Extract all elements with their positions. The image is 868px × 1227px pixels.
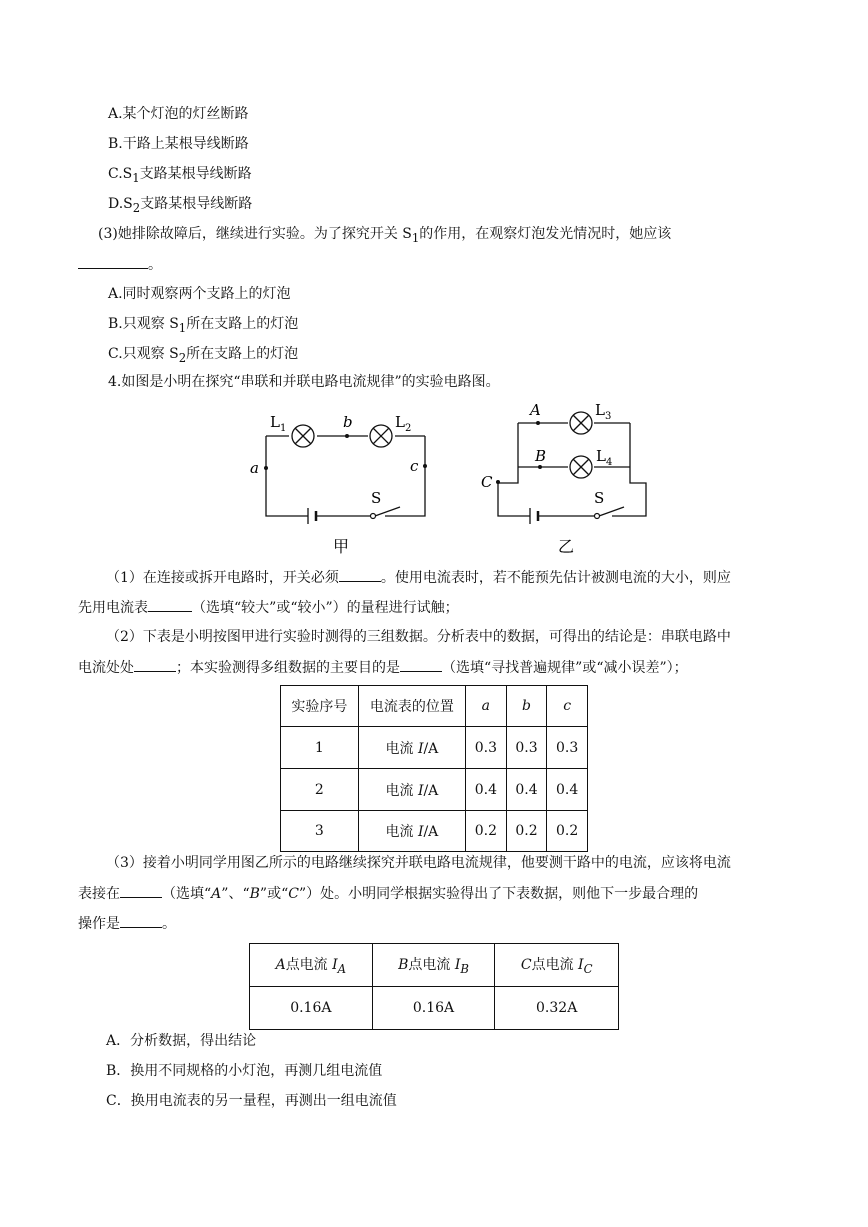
label-B: B (535, 447, 547, 465)
q4-part3-line2: 表接在 （选填“A”、“B”或“C”）处。小明同学根据实验得出了下表数据，则他下一步最合理的 (78, 883, 698, 904)
label-s-yi: S (594, 489, 605, 507)
q4-option-b: B．换用不同规格的小灯泡，再测几组电流值 (106, 1063, 383, 1079)
table-row (281, 811, 588, 852)
q4-option-c: C．换用电流表的另一量程，再测出一组电流值 (106, 1093, 397, 1109)
label-l1: $L_1$ (270, 413, 287, 434)
label-a: a (250, 459, 259, 477)
table-cell: 0.2 (547, 811, 588, 852)
table-cell: 1 (281, 727, 359, 769)
circuit-diagrams (240, 395, 660, 560)
table-cell: 0.16A (372, 987, 495, 1030)
table-cell: 0.4 (466, 769, 507, 811)
answer-option-c: C.只观察 $S_2$所在支路上的灯泡 (108, 346, 299, 365)
table-row (281, 769, 588, 811)
table-cell: 0.3 (547, 727, 588, 769)
table-header: 电流表的位置 (358, 686, 465, 727)
table-cell: 0.3 (466, 727, 507, 769)
table-header-row (281, 686, 588, 727)
table-cell: 电流 I/A (358, 769, 465, 811)
table-cell: 电流 I/A (358, 811, 465, 852)
table-header: b (506, 686, 547, 727)
table-cell: 电流 I/A (358, 727, 465, 769)
table-header: a (466, 686, 507, 727)
data-table-2 (249, 943, 619, 1030)
table-cell: 0.32A (495, 987, 619, 1030)
q4-part3-line3: 操作是 。 (78, 913, 176, 934)
table-row (281, 727, 588, 769)
table-header-row (250, 944, 619, 987)
option-d: $D.S_2$支路某根导线断路 (108, 196, 253, 215)
answer-blank[interactable] (400, 657, 442, 672)
table-cell: 0.2 (506, 811, 547, 852)
answer-option-b: B.只观察 $S_1$所在支路上的灯泡 (108, 316, 299, 335)
part-3-blank-line: 。 (78, 254, 162, 275)
table-header: 实验序号 (281, 686, 359, 727)
part-3-question: (3)她排除故障后，继续进行实验。为了探究开关 $S_1$的作用，在观察灯泡发光情况时，她应该 (98, 226, 672, 245)
answer-blank[interactable] (78, 254, 148, 269)
table-header: A点电流 $I_A$ (250, 944, 373, 987)
table-cell: 0.4 (506, 769, 547, 811)
label-A: A (530, 401, 541, 419)
label-s-jia: S (371, 489, 382, 507)
table-cell: 0.3 (506, 727, 547, 769)
table-cell: 0.2 (466, 811, 507, 852)
table-cell: 3 (281, 811, 359, 852)
q4-option-a: A．分析数据，得出结论 (106, 1033, 257, 1049)
answer-blank[interactable] (120, 913, 162, 928)
answer-blank[interactable] (339, 567, 381, 582)
table-header: B点电流 $I_B$ (372, 944, 495, 987)
circuit-jia (266, 425, 425, 524)
answer-blank[interactable] (134, 657, 176, 672)
answer-blank[interactable] (120, 883, 162, 898)
answer-option-a: A.同时观察两个支路上的灯泡 (108, 286, 291, 302)
table-cell: 0.4 (547, 769, 588, 811)
question-4-stem: 4.如图是小明在探究“串联和并联电路电流规律”的实验电路图。 (108, 374, 500, 390)
answer-blank[interactable] (148, 597, 192, 612)
label-l4: $L_4$ (596, 447, 613, 468)
table-cell: 0.16A (250, 987, 373, 1030)
q4-part2-line2: 电流处处 ；本实验测得多组数据的主要目的是 （选填“寻找普遍规律”或“减小误差”）； (78, 657, 688, 678)
option-b: B.干路上某根导线断路 (108, 136, 249, 152)
table-header: c (547, 686, 588, 727)
circuit-yi (498, 412, 646, 524)
caption-jia: 甲 (333, 537, 350, 556)
label-c: c (410, 457, 419, 475)
label-l3: $L_3$ (595, 401, 612, 422)
label-C: C (481, 473, 493, 491)
table-header: C点电流 $I_C$ (495, 944, 619, 987)
label-l2: $L_2$ (395, 413, 412, 434)
option-c: $C.S_1$支路某根导线断路 (108, 166, 252, 185)
q4-part1-line1: （1）在连接或拆开电路时，开关必须 。使用电流表时，若不能预先估计被测电流的大小，则应 (106, 567, 731, 588)
option-a: A.某个灯泡的灯丝断路 (108, 106, 249, 122)
table-row (250, 987, 619, 1030)
table-cell: 2 (281, 769, 359, 811)
label-b: b (343, 413, 353, 431)
q4-part1-line2: 先用电流表 （选填“较大”或“较小”）的量程进行试触； (78, 597, 459, 618)
caption-yi: 乙 (558, 537, 575, 556)
q4-part3-line1: （3）接着小明同学用图乙所示的电路继续探究并联电路电流规律，他要测干路中的电流，应该将电流 (106, 855, 731, 871)
data-table-1 (280, 685, 588, 852)
q4-part2-line1: （2）下表是小明按图甲进行实验时测得的三组数据。分析表中的数据，可得出的结论是：串联电路中 (106, 629, 731, 645)
